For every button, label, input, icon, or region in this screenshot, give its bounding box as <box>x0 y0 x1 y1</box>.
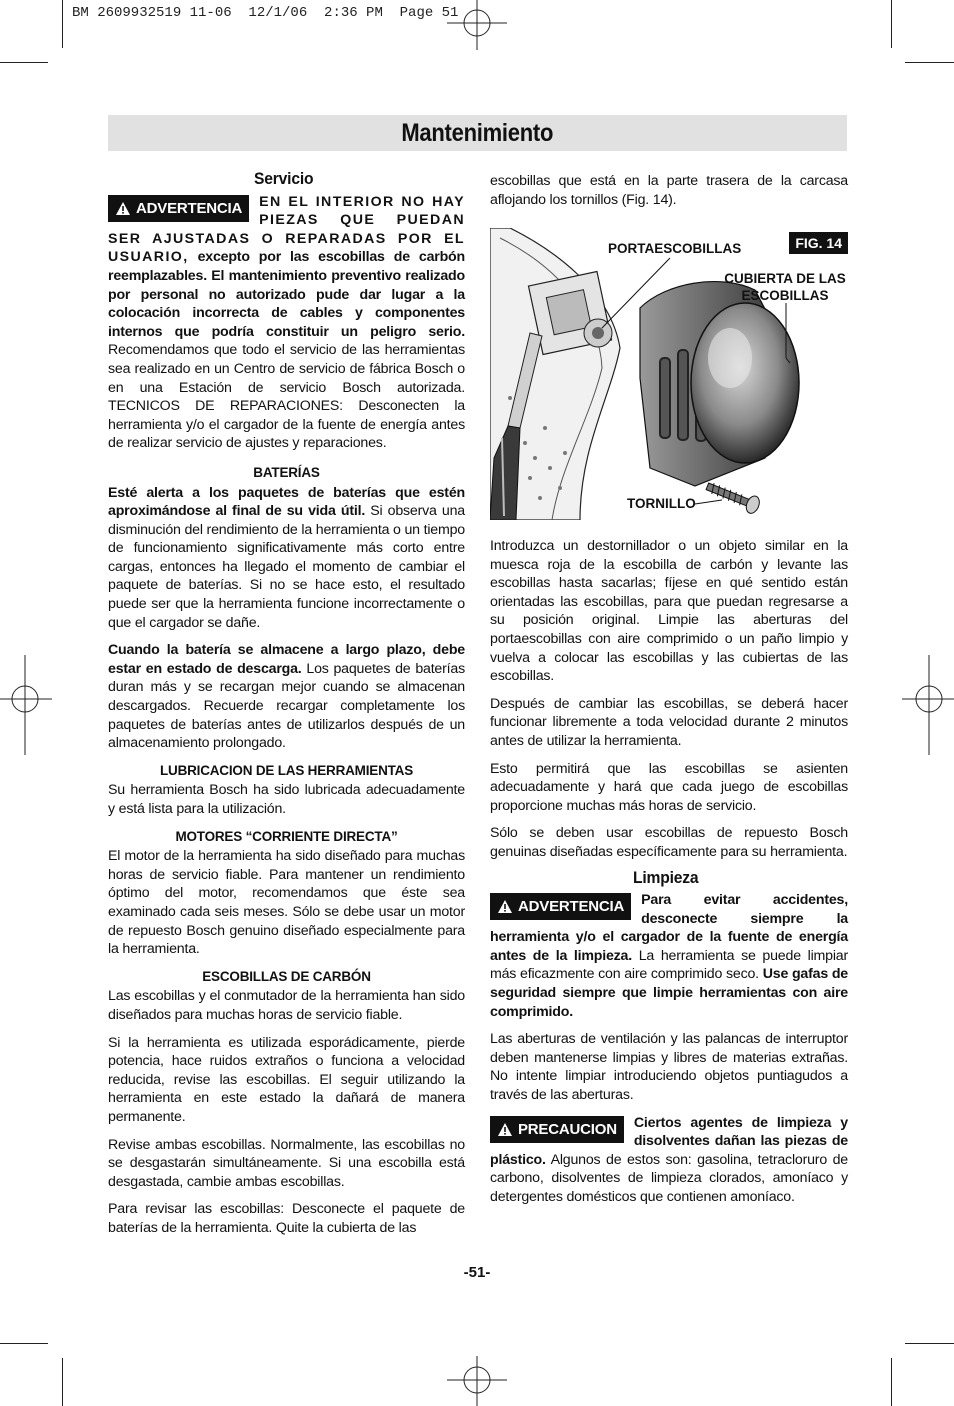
label-cubierta-line-1: CUBIERTA DE LAS <box>724 271 846 286</box>
intro-paragraph: escobillas que está en la parte trasera de la carcasa aflojando los tornillos (Fig. 14). <box>490 173 848 208</box>
instructions-paragraph-3: Esto permitirá que las escobillas se asienten adecuadamente y hará que cada juego de escobillas proporcione muchas más horas de servicio. <box>490 760 848 814</box>
warning-badge <box>108 195 249 222</box>
caution-text: Algunos de estos son: gasolina, tetracloruro de carbono, disolventes de limpieza clorados, amoníaco y detergentes domésticos que contienen amoníaco. <box>490 1151 848 1205</box>
instructions-paragraph-1: Introduzca un destornillador o un objeto similar en la muesca roja de la escobilla de carbón y levante las escobillas hasta sacarlas; fíjese en qué sentido están orientadas las escobillas, para que puedan regresarse a su posición original. Limpie las aberturas del portaescobillas con aire comprimido o un paño limpio y vuelva a colocar las escobillas y las cubiertas de las escobillas. <box>490 538 848 685</box>
label-portaescobillas: PORTAESCOBILLAS <box>608 241 742 256</box>
label-cubierta <box>722 270 848 304</box>
lubricacion-text: Su herramienta Bosch ha sido lubricada adecuadamente y está lista para la utilización. <box>108 782 465 817</box>
baterias-paragraph <box>108 484 465 633</box>
warning-triangle-icon <box>498 1123 512 1136</box>
warning-label-limpieza: ADVERTENCIA <box>518 898 625 916</box>
caution-paragraph <box>490 1114 848 1207</box>
motores-text: El motor de la herramienta ha sido diseñado para muchas horas de servicio fiable. Para mantener un rendimiento óptimo del motor, recomendamos que éste sea examinado cada seis meses. Sólo se debe usar un motor de repuesto Bosch genuino diseñado especialmente para la herramienta. <box>108 848 465 958</box>
motores-heading: MOTORES “CORRIENTE DIRECTA” <box>175 828 398 844</box>
ventilation-paragraph: Las aberturas de ventilación y las palancas de interruptor deben mantenerse limpias y libres de materias extrañas. No intente limpiar introduciendo objetos puntiagudos a través de las aberturas. <box>490 1031 848 1104</box>
limpieza-heading: Limpieza <box>633 867 699 887</box>
print-slug: BM 2609932519 11-06 12/1/06 2:36 PM Page 51 <box>72 5 459 21</box>
label-tornillo: TORNILLO <box>627 496 696 511</box>
lubricacion-heading: LUBRICACION DE LAS HERRAMIENTAS <box>159 762 414 778</box>
left-column <box>108 170 465 1246</box>
baterias-heading: BATERÍAS <box>253 464 320 480</box>
warning-bold-text: excepto por las escobillas de carbón reemplazables. El mantenimiento preventivo realizado por personal no autorizado pude dar lugar a la colocación incorrecta de cables y componentes internos que podría constituir un peligro serio. <box>108 249 465 340</box>
registration-mark-top <box>447 0 507 52</box>
warning-triangle-icon <box>498 900 512 913</box>
baterias-bold: Esté alerta a los paquetes de baterías que estén aproximándose al final de su vida útil. <box>108 484 465 520</box>
page-number: -51- <box>463 1264 491 1281</box>
registration-mark-left <box>0 655 52 755</box>
warning-caps-text: EN EL INTERIOR NO HAY PIEZAS QUE PUEDAN SER AJUSTADAS O REPARADAS POR EL USUARIO, <box>108 193 465 266</box>
warning-label: ADVERTENCIA <box>136 199 243 217</box>
figure-14 <box>490 228 848 520</box>
storage-bold: Cuando la batería se almacene a largo plazo, debe estar en estado de descarga. <box>108 642 465 677</box>
caution-badge <box>490 1116 624 1143</box>
page-title: Mantenimiento <box>401 118 554 147</box>
limpieza-warning-text: La herramienta se puede limpiar más eficazmente con aire comprimido seco. <box>490 947 848 983</box>
warning-triangle-icon <box>116 202 130 215</box>
escobillas-paragraph-2: Si la herramienta es utilizada esporádicamente, pierde potencia, hace ruidos extraños o funciona a velocidad reducida, revise las escobillas. El seguir utilizando la herramienta en este estado la dañará de manera permanente. <box>108 1034 465 1125</box>
baterias-text: Si observa una disminución del rendimiento de la herramienta o un tiempo de funcionamiento significativamente más corto entre cargas, entonces ha llegado el momento de cambiar el paquete de baterías. Si no se hace esto, el resultado puede ser que la herramienta funcione incorrectamente o que el cargador se dañe. <box>108 503 465 631</box>
caution-label: PRECAUCION <box>518 1120 617 1138</box>
registration-mark-right <box>902 655 954 755</box>
warning-badge-limpieza <box>490 893 631 920</box>
escobillas-paragraph-4: Para revisar las escobillas: Desconecte el paquete de baterías de la herramienta. Quite la cubierta de las <box>108 1201 465 1236</box>
right-column <box>490 537 848 1216</box>
storage-text: Los paquetes de baterías duran más y se recargan mejor cuando se almacenan descargados. Recuerde recargar completamente los paquetes de baterías antes de utilizarlos después de un almacenamiento prolongado. <box>108 660 465 752</box>
caution-bold: Ciertos agentes de limpieza y disolventes dañan las piezas de plástico. <box>490 1114 848 1168</box>
instructions-paragraph-4: Sólo se deben usar escobillas de repuesto Bosch genuinas diseñadas específicamente para su herramienta. <box>490 825 848 860</box>
servicio-warning <box>108 193 465 453</box>
limpieza-warning-bold: Para evitar accidentes, desconecte siempre la herramienta y/o el cargador de la fuente de energía antes de la limpieza. <box>490 892 848 964</box>
storage-paragraph <box>108 641 465 753</box>
escobillas-paragraph-3: Revise ambas escobillas. Normalmente, las escobillas no se desgastarán simultáneamente. Si una escobilla está desgastada, cambie ambas escobillas. <box>108 1136 465 1190</box>
registration-mark-bottom <box>447 1356 507 1406</box>
limpieza-warning-bold-2: Use gafas de seguridad siempre que limpie herramientas con aire comprimido. <box>490 966 848 1020</box>
servicio-heading: Servicio <box>254 169 314 188</box>
limpieza-warning <box>490 891 848 1021</box>
instructions-paragraph-2: Después de cambiar las escobillas, se deberá hacer funcionar libremente a toda velocidad durante 2 minutos antes de utilizar la herramienta. <box>490 695 848 749</box>
escobillas-heading: ESCOBILLAS DE CARBÓN <box>202 968 371 984</box>
label-cubierta-line-2: ESCOBILLAS <box>741 288 829 303</box>
figure-tag: FIG. 14 <box>789 232 848 254</box>
warning-rest-text: Recomendamos que todo el servicio de las herramientas sea realizado en un Centro de servicio de fábrica Bosch o en una Estación de servicio Bosch autorizada. TECNICOS DE REPARACIONES: Desconecten la herramienta y/o el cargador de la fuente de energía antes de realizar servicio de ajustes y reparaciones. <box>108 342 465 452</box>
title-bar <box>108 115 847 151</box>
right-column-intro <box>490 172 848 218</box>
escobillas-paragraph-1: Las escobillas y el conmutador de la herramienta han sido diseñados para muchas horas de servicio fiable. <box>108 988 465 1023</box>
